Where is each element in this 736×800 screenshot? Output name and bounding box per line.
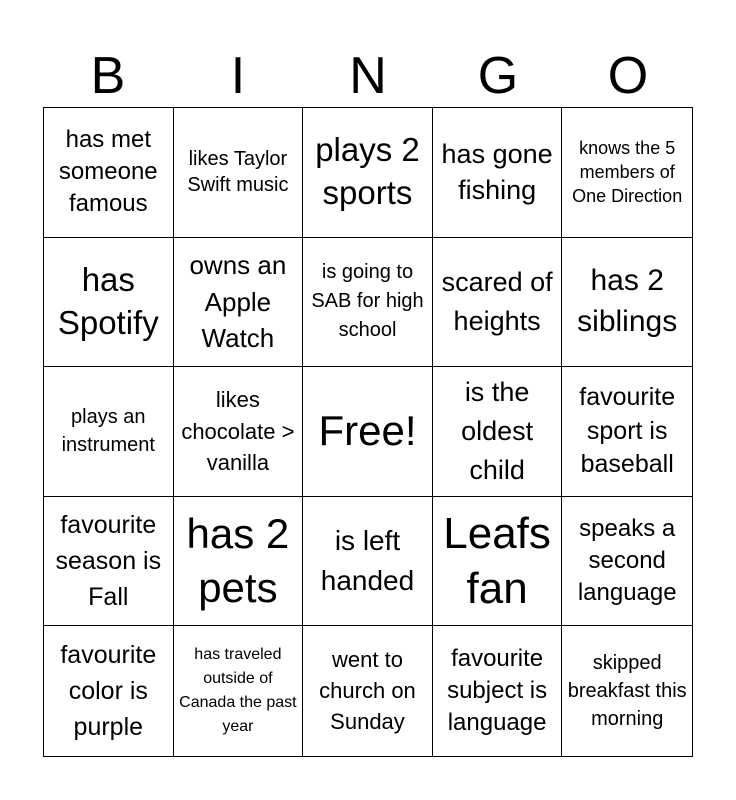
bingo-cell [303,108,433,238]
bingo-cell [44,367,174,497]
cell-text: has traveled outside of Canada the past year [179,646,297,736]
cell-text: plays an instrument [61,406,155,457]
cell-text: went to church on Sunday [319,647,416,734]
cell-text: favourite sport is baseball [579,382,676,479]
bingo-cell [44,238,174,368]
bingo-cell [174,108,304,238]
bingo-cell [174,497,304,627]
cell-text: favourite season is Fall [55,510,162,612]
bingo-cell [303,238,433,368]
bingo-cell [44,497,174,627]
bingo-cell-free [303,367,433,497]
bingo-cell [44,108,174,238]
cell-text: likes chocolate > vanilla [181,386,295,476]
header-letter-i: I [230,47,246,105]
cell-text: has gone fishing [441,138,553,206]
bingo-cell [303,497,433,627]
cell-text: plays 2 sports [315,131,420,212]
bingo-cell [433,108,563,238]
header-letter-b: B [90,47,126,105]
bingo-cell [433,497,563,627]
cell-text: is going to SAB for high school [311,261,424,342]
cell-text: has 2 pets [186,509,290,612]
bingo-cell [433,238,563,368]
header-letter-g: G [477,47,519,105]
bingo-cell [562,497,692,627]
bingo-cell [562,626,692,756]
cell-text: knows the 5 members of One Direction [572,137,683,207]
bingo-cell [562,367,692,497]
bingo-cell [174,238,304,368]
bingo-cell [303,626,433,756]
bingo-cell [562,238,692,368]
cell-text: scared of heights [441,266,553,336]
cell-text: favourite color is purple [60,640,157,742]
cell-text: has 2 siblings [577,264,678,338]
bingo-cell [174,367,304,497]
header-letter-n: N [349,47,387,105]
cell-text: is left handed [320,524,415,597]
bingo-cell [433,367,563,497]
cell-text: has Spotify [57,261,159,341]
bingo-cell [44,626,174,756]
free-space-text: Free! [318,407,417,455]
bingo-cell [562,108,692,238]
cell-text: favourite subject is language [447,644,548,737]
cell-text: has met someone famous [58,125,158,218]
bingo-header [43,46,693,106]
cell-text: likes Taylor Swift music [187,148,289,197]
bingo-cell [433,626,563,756]
cell-text: skipped breakfast this morning [567,652,687,731]
bingo-cell [174,626,304,756]
cell-text: is the oldest child [461,376,534,486]
cell-text: speaks a second language [577,514,677,607]
cell-text: Leafs fan [443,509,551,614]
bingo-board [43,107,693,757]
cell-text: owns an Apple Watch [189,250,287,354]
header-letter-o: O [607,47,649,105]
